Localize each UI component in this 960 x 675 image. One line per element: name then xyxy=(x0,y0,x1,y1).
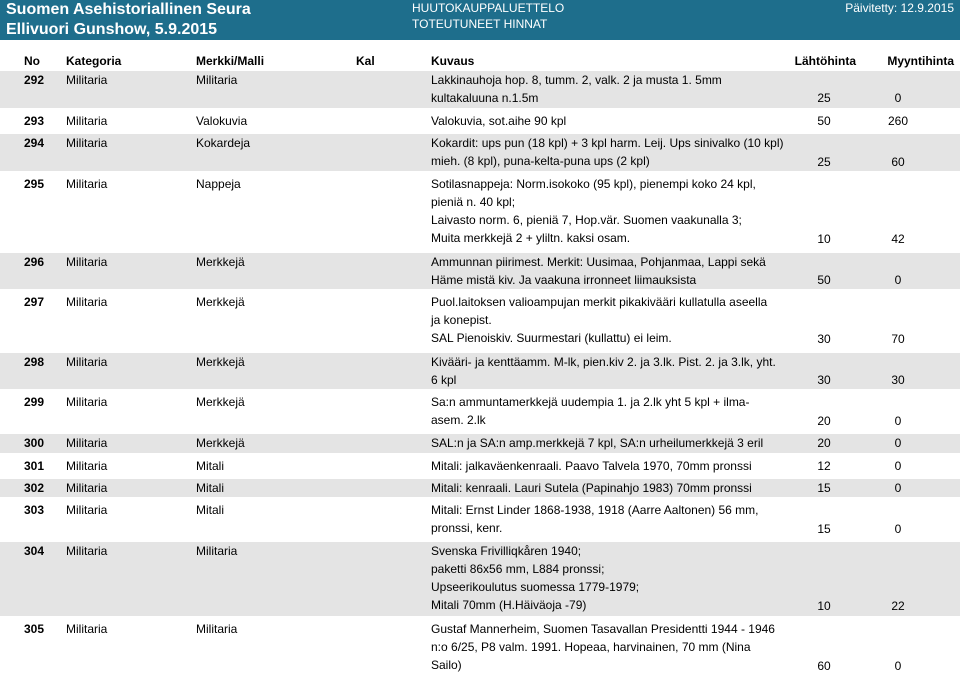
item-number: 296 xyxy=(24,254,45,269)
item-category: Militaria xyxy=(66,395,108,410)
report-subtitle: TOTEUTUNEET HINNAT xyxy=(412,17,548,31)
column-header-sale-price: Myyntihinta xyxy=(887,54,954,68)
item-number: 295 xyxy=(24,177,45,191)
report-title: HUUTOKAUPPALUETTELO xyxy=(412,1,565,15)
item-brand: Kokardeja xyxy=(196,136,251,151)
item-category: Militaria xyxy=(66,295,108,310)
table-row xyxy=(0,71,960,108)
item-category: Militaria xyxy=(66,621,108,636)
item-description xyxy=(431,457,801,475)
description-line: n:o 6/25, P8 valm. 1991. Hopeaa, harvinainen, 70 mm (Nina xyxy=(431,639,751,654)
item-brand: Merkkejä xyxy=(196,354,245,369)
item-description xyxy=(431,293,801,347)
start-price: 50 xyxy=(817,272,831,287)
description-line: Valokuvia, sot.aihe 90 kpl xyxy=(431,113,567,128)
start-price: 15 xyxy=(817,481,831,495)
item-category: Militaria xyxy=(66,503,108,518)
sale-price: 0 xyxy=(894,481,902,495)
description-line: SAL Pienoiskiv. Suurmestari (kullattu) ei leim. xyxy=(431,331,672,346)
description-line: Kokardit: ups pun (18 kpl) + 3 kpl harm. Leij. Ups sinivalko (10 kpl) xyxy=(431,136,784,151)
item-description xyxy=(431,112,801,130)
item-number: 300 xyxy=(24,436,45,451)
item-category: Militaria xyxy=(66,544,108,559)
description-line: Puol.laitoksen valioampujan merkit pikakivääri kullatulla aseella xyxy=(431,295,768,310)
sale-price: 22 xyxy=(891,599,905,614)
description-line: Mitali: Ernst Linder 1868-1938, 1918 (Aarre Aaltonen) 56 mm, xyxy=(431,503,759,518)
organization-name: Suomen Asehistoriallinen Seura xyxy=(6,1,251,18)
description-line: 6 kpl xyxy=(431,372,457,387)
description-line: SAL:n ja SA:n amp.merkkejä 7 kpl, SA:n urheilumerkkejä 3 eril xyxy=(431,436,764,451)
item-description xyxy=(431,253,801,289)
item-brand: Merkkejä xyxy=(196,254,245,269)
column-header-category: Kategoria xyxy=(66,54,122,68)
description-line: ja konepist. xyxy=(431,313,492,328)
report-header xyxy=(0,0,960,40)
start-price: 12 xyxy=(817,458,831,473)
item-category: Militaria xyxy=(66,113,108,128)
start-price: 20 xyxy=(817,413,831,428)
start-price: 10 xyxy=(817,232,831,247)
start-price: 20 xyxy=(817,436,831,451)
table-row xyxy=(0,253,960,290)
start-price: 25 xyxy=(817,154,831,169)
table-row xyxy=(0,620,960,675)
organization-block xyxy=(6,0,251,40)
start-price: 60 xyxy=(817,658,831,673)
item-description xyxy=(431,479,801,497)
description-line: Mitali 70mm (H.Häiväoja -79) xyxy=(431,598,587,613)
start-price: 30 xyxy=(817,372,831,387)
description-line: Sotilasnappeja: Norm.isokoko (95 kpl), pienempi koko 24 kpl, xyxy=(431,177,756,191)
column-header-row xyxy=(0,51,960,71)
sale-price: 0 xyxy=(894,521,902,536)
description-line: Mitali: jalkaväenkenraali. Paavo Talvela 1970, 70mm pronssi xyxy=(431,458,752,473)
item-number: 301 xyxy=(24,458,45,473)
item-category: Militaria xyxy=(66,354,108,369)
start-price: 10 xyxy=(817,599,831,614)
item-brand: Militaria xyxy=(196,621,238,636)
sale-price: 260 xyxy=(887,113,909,128)
table-row xyxy=(0,457,960,475)
report-title-block xyxy=(412,0,564,32)
sale-price: 0 xyxy=(894,658,902,673)
item-category: Militaria xyxy=(66,458,108,473)
item-description xyxy=(431,620,801,674)
item-brand: Mitali xyxy=(196,503,225,518)
start-price: 15 xyxy=(817,521,831,536)
updated-date: Päivitetty: 12.9.2015 xyxy=(845,1,954,15)
column-header-no: No xyxy=(24,54,40,68)
item-number: 304 xyxy=(24,544,45,559)
item-brand: Mitali xyxy=(196,458,225,473)
item-description xyxy=(431,501,801,537)
item-description xyxy=(431,71,801,107)
description-line: asem. 2.lk xyxy=(431,413,486,428)
sale-price: 60 xyxy=(891,154,905,169)
item-description xyxy=(431,353,801,389)
description-line: Sa:n ammuntamerkkejä uudempia 1. ja 2.lk yht 5 kpl + ilma- xyxy=(431,395,750,410)
item-category: Militaria xyxy=(66,254,108,269)
item-description xyxy=(431,134,801,170)
item-brand: Merkkejä xyxy=(196,295,245,310)
table-row xyxy=(0,393,960,430)
description-line: Mitali: kenraali. Lauri Sutela (Papinahjo 1983) 70mm pronssi xyxy=(431,481,752,495)
item-number: 302 xyxy=(24,481,45,495)
item-description xyxy=(431,542,801,614)
description-line: kultakaluuna n.1.5m xyxy=(431,91,539,105)
column-header-brand: Merkki/Malli xyxy=(196,54,265,68)
table-row xyxy=(0,479,960,497)
item-brand: Militaria xyxy=(196,544,238,559)
description-line: Gustaf Mannerheim, Suomen Tasavallan Presidentti 1944 - 1946 xyxy=(431,621,775,636)
item-brand: Nappeja xyxy=(196,177,241,191)
item-number: 305 xyxy=(24,621,45,636)
start-price: 30 xyxy=(817,332,831,347)
table-row xyxy=(0,542,960,616)
table-row xyxy=(0,501,960,538)
description-line: Häme mistä kiv. Ja vaakuna irronneet liimauksista xyxy=(431,272,697,287)
item-number: 293 xyxy=(24,113,45,128)
item-brand: Militaria xyxy=(196,73,238,87)
item-category: Militaria xyxy=(66,436,108,451)
item-category: Militaria xyxy=(66,177,108,191)
table-row xyxy=(0,112,960,130)
description-line: paketti 86x56 mm, L884 pronssi; xyxy=(431,562,605,577)
item-description xyxy=(431,393,801,429)
item-brand: Valokuvia xyxy=(196,113,248,128)
item-brand: Merkkejä xyxy=(196,395,245,410)
sale-price: 42 xyxy=(891,232,905,247)
item-category: Militaria xyxy=(66,73,108,87)
item-number: 298 xyxy=(24,354,45,369)
table-row xyxy=(0,353,960,390)
description-line: Sailo) xyxy=(431,657,462,672)
description-line: pieniä n. 40 kpl; xyxy=(431,195,516,209)
description-line: Muita merkkejä 2 + yliltn. kaksi osam. xyxy=(431,231,631,245)
sale-price: 0 xyxy=(894,272,902,287)
start-price: 25 xyxy=(817,91,831,106)
item-number: 292 xyxy=(24,73,45,87)
item-category: Militaria xyxy=(66,481,108,495)
description-line: Ammunnan piirimest. Merkit: Uusimaa, Pohjanmaa, Lappi sekä xyxy=(431,254,766,269)
item-number: 299 xyxy=(24,395,45,410)
description-line: mieh. (8 kpl), puna-kelta-puna ups (2 kpl) xyxy=(431,154,650,169)
description-line: Upseerikoulutus suomessa 1779-1979; xyxy=(431,580,640,595)
item-number: 297 xyxy=(24,295,45,310)
table-row xyxy=(0,175,960,249)
sale-price: 0 xyxy=(894,436,902,451)
item-brand: Mitali xyxy=(196,481,225,495)
item-category: Militaria xyxy=(66,136,108,151)
column-header-caliber: Kal xyxy=(356,54,375,68)
sale-price: 0 xyxy=(894,413,902,428)
start-price: 50 xyxy=(817,113,831,128)
description-line: Laivasto norm. 6, pieniä 7, Hop.vär. Suomen vaakunalla 3; xyxy=(431,213,742,227)
table-row xyxy=(0,434,960,452)
item-number: 294 xyxy=(24,136,45,151)
description-line: Lakkinauhoja hop. 8, tumm. 2, valk. 2 ja musta 1. 5mm xyxy=(431,73,722,87)
column-header-start-price: Lähtöhinta xyxy=(794,54,856,68)
table-row xyxy=(0,293,960,348)
auction-table xyxy=(0,71,960,673)
table-row xyxy=(0,134,960,171)
item-description xyxy=(431,175,801,247)
sale-price: 30 xyxy=(891,372,905,387)
description-line: Svenska Frivilliqkåren 1940; xyxy=(431,544,582,559)
description-line: Kivääri- ja kenttäamm. M-lk, pien.kiv 2. ja 3.lk. Pist. 2. ja 3.lk, yht. xyxy=(431,354,776,369)
item-number: 303 xyxy=(24,503,45,518)
sale-price: 0 xyxy=(894,458,902,473)
event-name: Ellivuori Gunshow, 5.9.2015 xyxy=(6,21,218,38)
item-brand: Merkkejä xyxy=(196,436,245,451)
sale-price: 70 xyxy=(891,332,905,347)
description-line: pronssi, kenr. xyxy=(431,521,503,536)
item-description xyxy=(431,434,801,452)
sale-price: 0 xyxy=(894,91,902,106)
column-header-description: Kuvaus xyxy=(431,54,475,68)
